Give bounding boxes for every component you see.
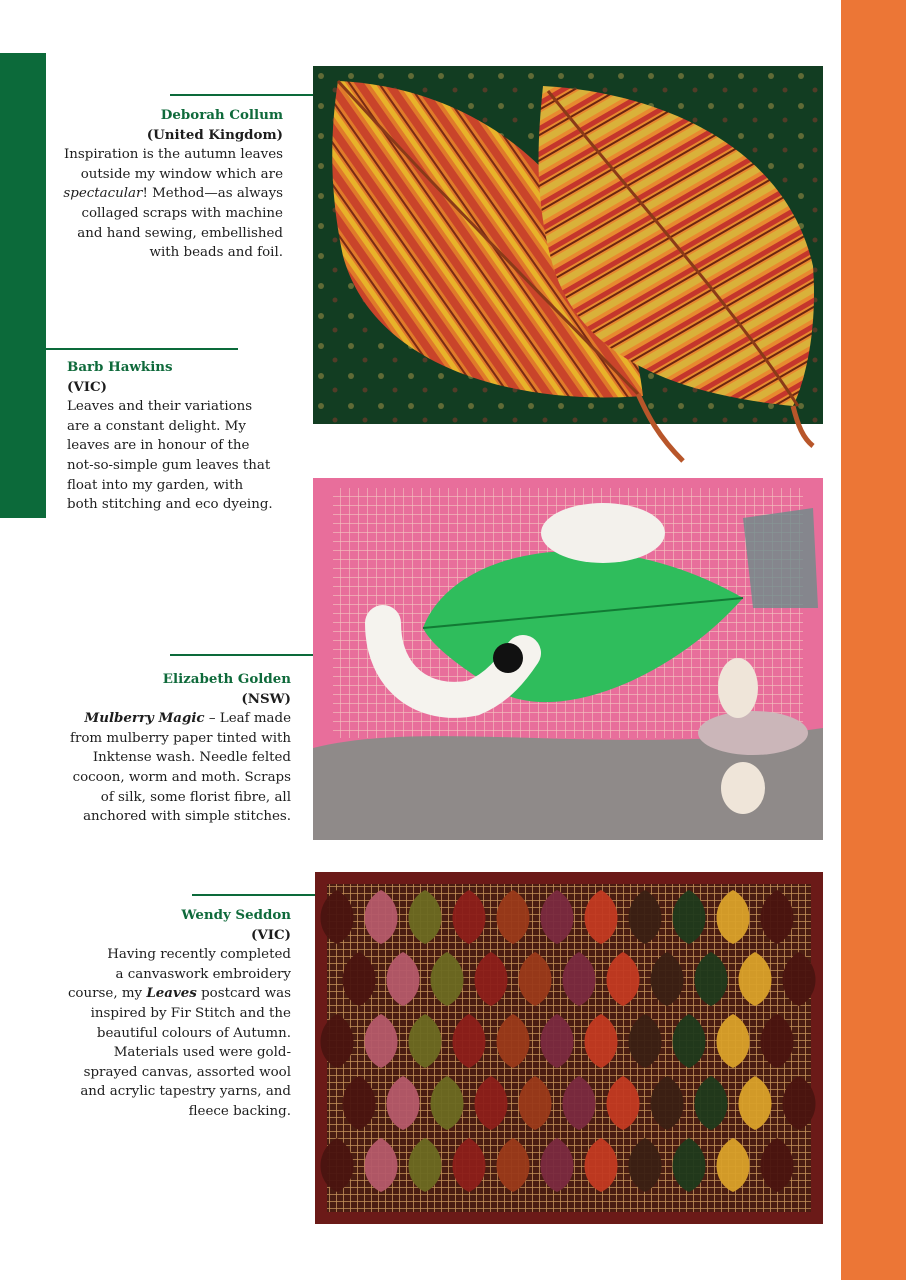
- canvaswork-leaves-photo: [315, 872, 823, 1224]
- desc-line: and hand sewing, embellished: [77, 225, 283, 241]
- desc-line: anchored with simple stitches.: [83, 809, 291, 825]
- artist-name: Deborah Collum: [160, 107, 283, 123]
- desc-line: with beads and foil.: [149, 245, 283, 261]
- desc-line: not-so-simple gum leaves that: [67, 457, 271, 473]
- desc-line: Leaves and their variations: [67, 399, 253, 415]
- artist-name: Barb Hawkins: [67, 359, 173, 375]
- autumn-leaves-collage-photo: [313, 66, 823, 468]
- right-orange-bar: [841, 0, 906, 1280]
- desc-line: course, my Leaves postcard was: [67, 985, 291, 1002]
- entry-deborah-collum: [23, 106, 283, 263]
- desc-line: Inspiration is the autumn leaves: [64, 147, 283, 163]
- artist-description: [67, 397, 307, 515]
- divider-rule-2: [46, 348, 238, 350]
- desc-line: cocoon, worm and moth. Scraps: [72, 769, 291, 785]
- desc-line: beautiful colours of Autumn.: [96, 1025, 291, 1041]
- artist-region: (NSW): [241, 690, 291, 707]
- entry-wendy-seddon: [31, 906, 291, 1122]
- artist-region: (United Kingdom): [146, 126, 283, 143]
- desc-line: fleece backing.: [188, 1103, 291, 1119]
- desc-line: Having recently completed: [107, 947, 291, 963]
- artist-region: (VIC): [251, 926, 291, 943]
- desc-line: Inktense wash. Needle felted: [92, 750, 291, 766]
- desc-line: Materials used were gold-: [113, 1045, 291, 1061]
- entry-elizabeth-golden: [31, 670, 291, 827]
- desc-line: sprayed canvas, assorted wool: [83, 1064, 291, 1080]
- desc-line: spectacular! Method—as always: [63, 186, 283, 202]
- desc-line: from mulberry paper tinted with: [70, 730, 291, 746]
- desc-line: leaves are in honour of the: [67, 438, 250, 454]
- desc-line: are a constant delight. My: [67, 418, 246, 434]
- artist-name: Elizabeth Golden: [162, 671, 291, 687]
- desc-line: collaged scraps with machine: [81, 205, 283, 221]
- divider-rule-1: [170, 94, 313, 96]
- desc-line: outside my window which are: [80, 166, 283, 182]
- artist-description: [31, 945, 291, 1121]
- divider-rule-4: [192, 894, 315, 896]
- desc-line: Mulberry Magic – Leaf made: [84, 710, 291, 727]
- artist-description: [23, 145, 283, 263]
- artist-region: (VIC): [67, 378, 107, 395]
- desc-line: inspired by Fir Stitch and the: [90, 1005, 291, 1021]
- desc-line: both stitching and eco dyeing.: [67, 497, 273, 513]
- artist-name: Wendy Seddon: [181, 907, 291, 923]
- entry-barb-hawkins: [67, 358, 307, 515]
- desc-line: and acrylic tapestry yarns, and: [80, 1084, 291, 1100]
- mulberry-magic-photo: [313, 478, 823, 840]
- desc-line: a canvaswork embroidery: [115, 966, 291, 982]
- artist-description: [31, 709, 291, 827]
- divider-rule-3: [170, 654, 313, 656]
- desc-line: of silk, some florist fibre, all: [100, 789, 291, 805]
- desc-line: float into my garden, with: [67, 477, 244, 493]
